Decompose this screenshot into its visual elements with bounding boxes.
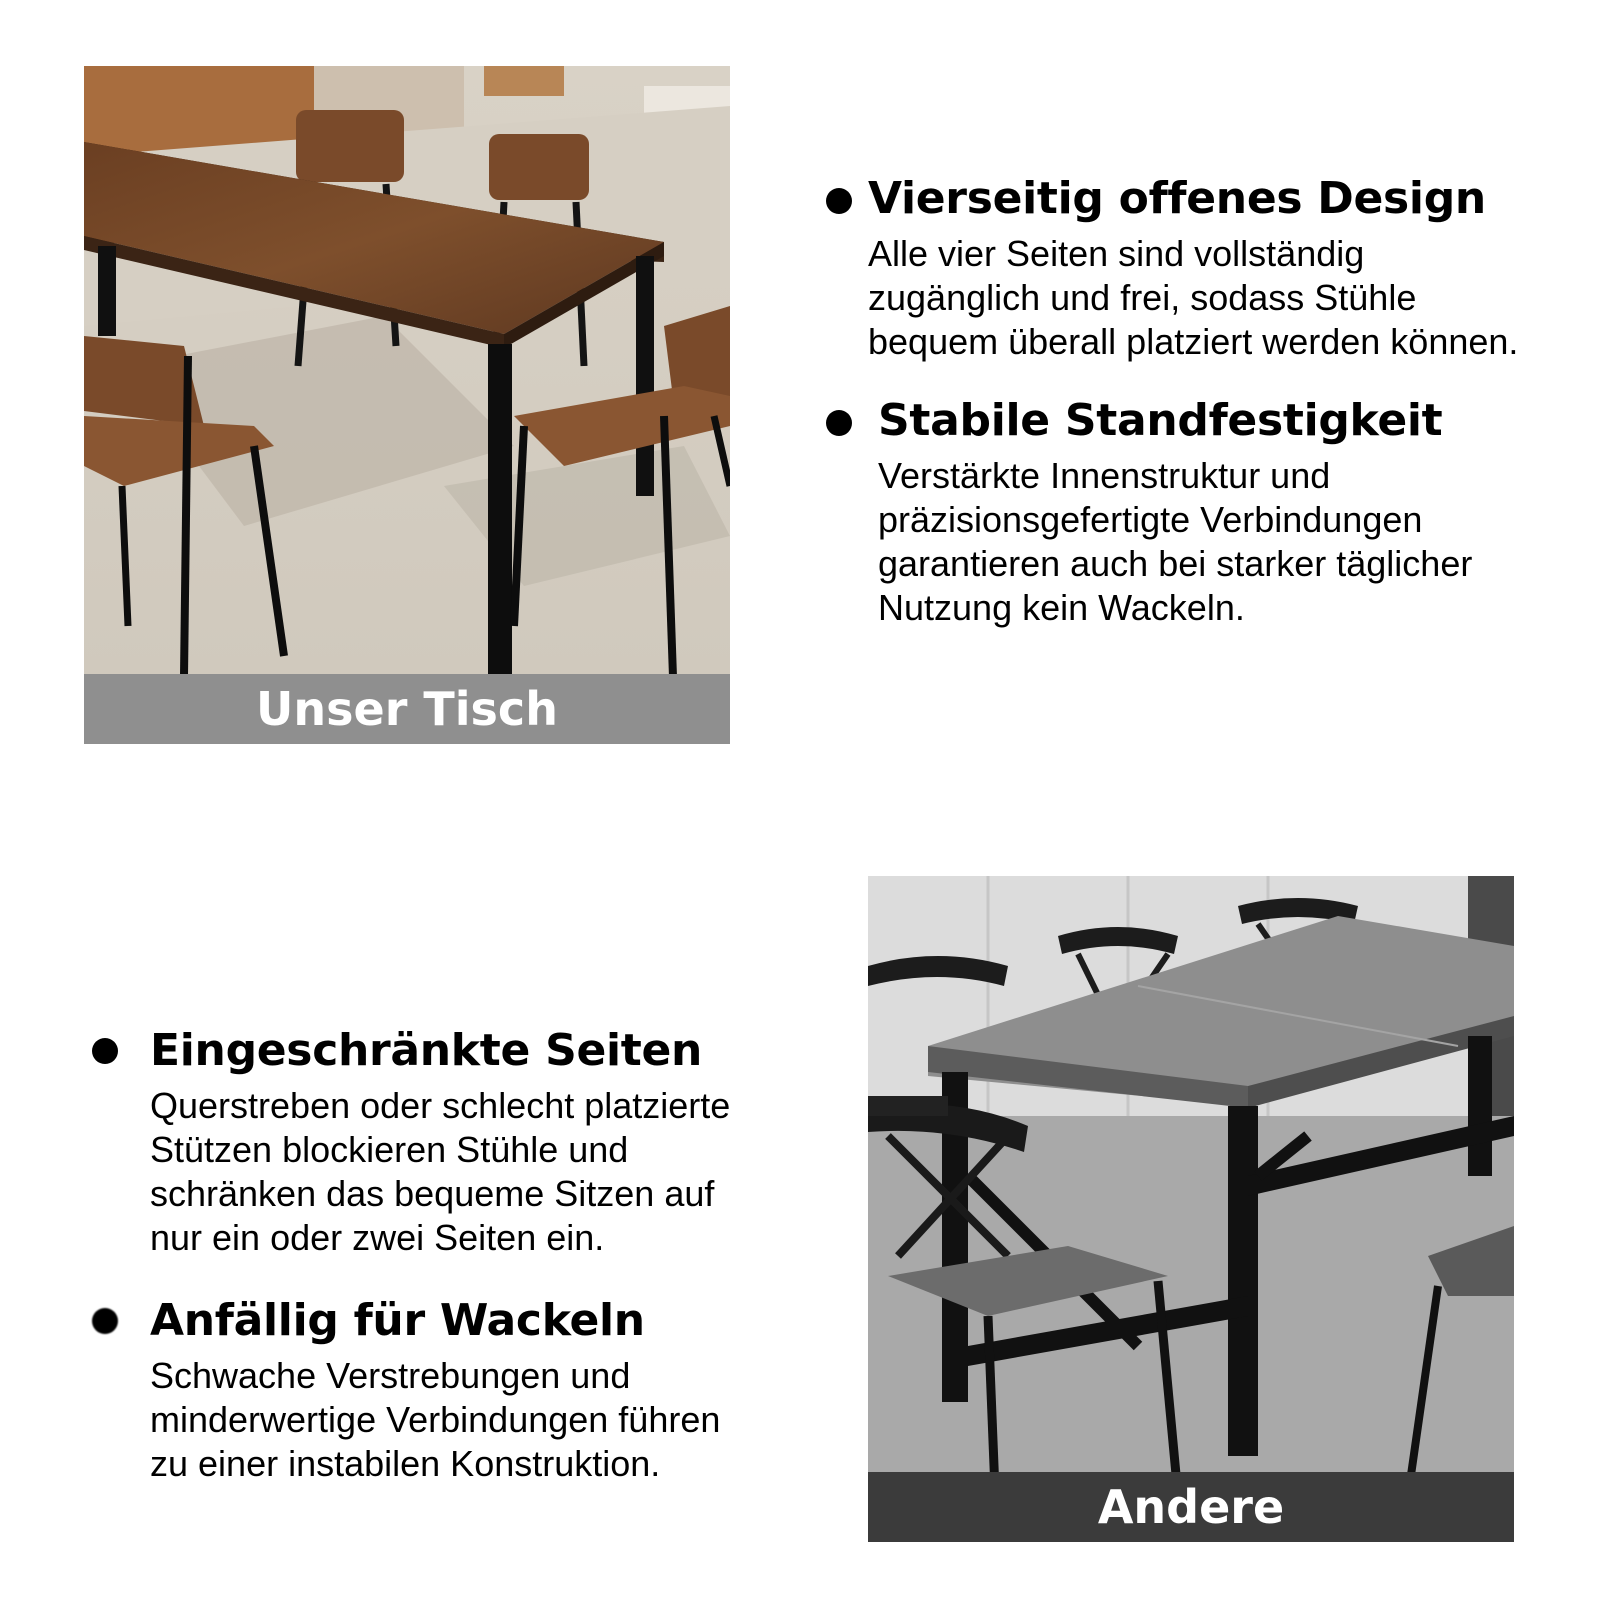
feature-stability bbox=[826, 394, 1472, 630]
other-table-image bbox=[868, 876, 1514, 1542]
description-line: minderwertige Verbindungen führen bbox=[150, 1399, 721, 1440]
bullet-icon bbox=[826, 410, 852, 436]
description-line: Schwache Verstrebungen und bbox=[150, 1355, 631, 1396]
feature-description bbox=[150, 1084, 730, 1260]
bullet-icon bbox=[826, 188, 852, 214]
our-table-photo bbox=[84, 66, 730, 744]
feature-description bbox=[868, 232, 1518, 364]
description-line: Alle vier Seiten sind vollständig bbox=[868, 233, 1365, 274]
our-table-image bbox=[84, 66, 730, 744]
description-line: Nutzung kein Wackeln. bbox=[878, 587, 1245, 628]
other-table-caption: Andere bbox=[868, 1472, 1514, 1542]
feature-title: Vierseitig offenes Design bbox=[868, 173, 1486, 224]
feature-title: Stabile Standfestigkeit bbox=[878, 395, 1443, 446]
feature-description bbox=[878, 454, 1472, 630]
bullet-icon bbox=[92, 1038, 118, 1064]
bullet-icon bbox=[92, 1308, 118, 1334]
feature-description bbox=[150, 1354, 720, 1486]
our-table-caption: Unser Tisch bbox=[84, 674, 730, 744]
description-line: zugänglich und frei, sodass Stühle bbox=[868, 277, 1417, 318]
description-line: garantieren auch bei starker täglicher bbox=[878, 543, 1473, 584]
feature-restricted-sides bbox=[92, 1024, 730, 1260]
description-line: präzisionsgefertigte Verbindungen bbox=[878, 499, 1423, 540]
description-line: nur ein oder zwei Seiten ein. bbox=[150, 1217, 605, 1258]
description-line: schränken das bequeme Sitzen auf bbox=[150, 1173, 715, 1214]
description-line: zu einer instabilen Konstruktion. bbox=[150, 1443, 661, 1484]
feature-title: Anfällig für Wackeln bbox=[150, 1295, 645, 1346]
description-line: Verstärkte Innenstruktur und bbox=[878, 455, 1331, 496]
feature-wobble-prone bbox=[92, 1294, 720, 1486]
feature-four-side-open bbox=[826, 172, 1518, 364]
description-line: bequem überall platziert werden können. bbox=[868, 321, 1519, 362]
other-table-photo bbox=[868, 876, 1514, 1542]
feature-title: Eingeschränkte Seiten bbox=[150, 1025, 703, 1076]
description-line: Querstreben oder schlecht platzierte bbox=[150, 1085, 731, 1126]
description-line: Stützen blockieren Stühle und bbox=[150, 1129, 629, 1170]
